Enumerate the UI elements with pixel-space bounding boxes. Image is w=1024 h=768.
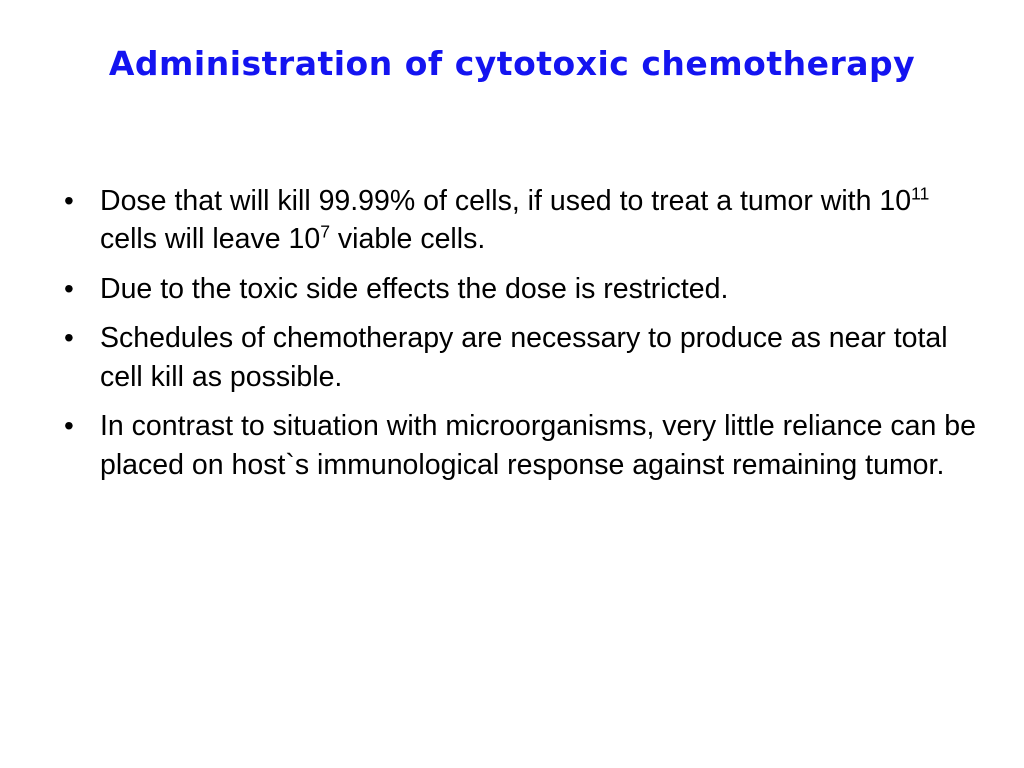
bullet-text: In contrast to situation with microorganisms, very little reliance can be placed on host`s immunological response against remaining tumor. — [100, 410, 976, 481]
slide-body — [56, 182, 980, 495]
bullet-dot-icon: • — [64, 272, 74, 304]
bullet-text: Due to the toxic side effects the dose is restricted. — [100, 272, 729, 305]
page-title: Administration of cytotoxic chemotherapy — [108, 44, 916, 83]
bullet-dot-icon: • — [64, 322, 74, 354]
bullet-dot-icon: • — [64, 185, 74, 216]
bullet-toxicity — [56, 270, 980, 308]
bullet-list — [56, 182, 980, 484]
superscript: 7 — [320, 221, 331, 242]
bullet-dot-icon: • — [64, 410, 74, 442]
bullet-dose — [56, 182, 980, 259]
bullet-schedules — [56, 319, 980, 396]
bullet-text: Dose that will kill 99.99% of cells, if used to treat a tumor with $10^{11}$ cells will leave $10^7$ viable cells. — [100, 183, 930, 256]
bullet-text: Schedules of chemotherapy are necessary to produce as near total cell kill as possible. — [100, 322, 948, 393]
bullet-immunology — [56, 407, 980, 484]
superscript: 11 — [911, 183, 930, 204]
